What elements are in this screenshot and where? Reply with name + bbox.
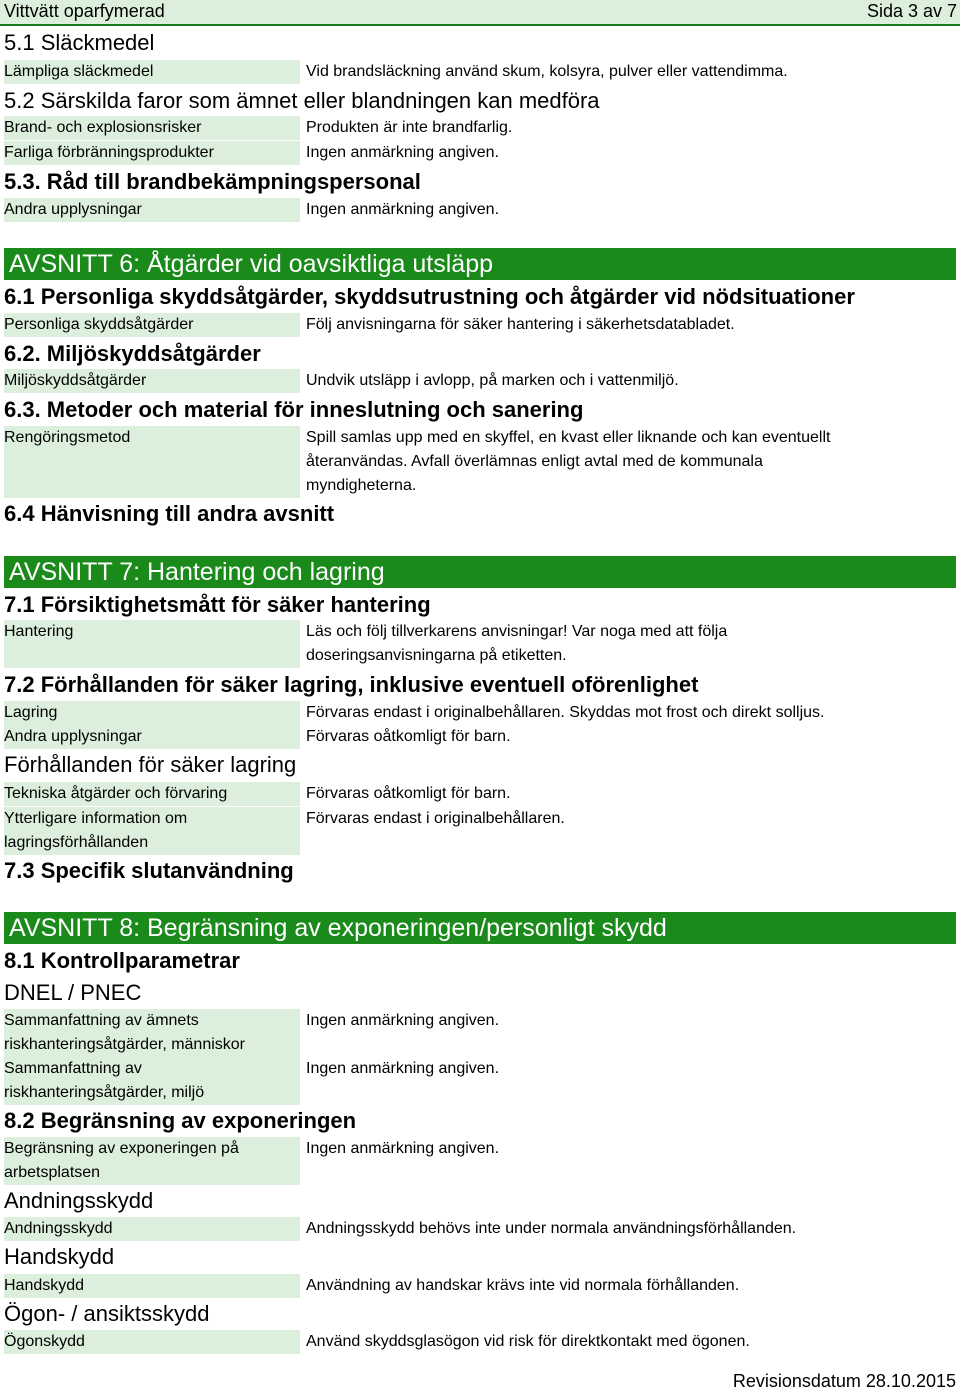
section-heading-7-1: 7.1 Försiktighetsmått för säker hantering (4, 592, 431, 617)
field-value: Vid brandsläckning använd skum, kolsyra, pulver eller vattendimma. (306, 63, 788, 80)
field-label: Sammanfattning av ämnets riskhanteringsåtgärder, människor (4, 1009, 300, 1057)
section-band-8 (4, 912, 956, 944)
section-heading-6-1: 6.1 Personliga skyddsåtgärder, skyddsutrustning och åtgärder vid nödsituationer (4, 284, 855, 309)
subheading-eye: Ögon- / ansiktsskydd (4, 1301, 210, 1326)
field-value: Följ anvisningarna för säker hantering i säkerhetsdatabladet. (306, 316, 735, 333)
document-title: Vittvätt oparfymerad (4, 1, 165, 21)
field-label: Tekniska åtgärder och förvaring (4, 782, 300, 806)
field-value: Användning av handskar krävs inte vid normala förhållanden. (306, 1277, 740, 1294)
field-label: Ögonskydd (4, 1330, 300, 1354)
field-value: Ingen anmärkning angiven. (306, 1012, 500, 1029)
field-label: Rengöringsmetod (4, 426, 300, 498)
section-heading-6-2: 6.2. Miljöskyddsåtgärder (4, 341, 261, 366)
section-heading-7-2: 7.2 Förhållanden för säker lagring, inklusive eventuell oförenlighet (4, 672, 699, 697)
field-label: Handskydd (4, 1274, 300, 1298)
section-heading-8-1: 8.1 Kontrollparametrar (4, 948, 240, 973)
field-label: Brand- och explosionsrisker (4, 116, 300, 140)
section-heading-5-2: 5.2 Särskilda faror som ämnet eller blandningen kan medföra (4, 88, 600, 113)
field-value: Förvaras oåtkomligt för barn. (306, 728, 511, 745)
field-label: Farliga förbränningsprodukter (4, 141, 300, 165)
field-value: Använd skyddsglasögon vid risk för direktkontakt med ögonen. (306, 1333, 750, 1350)
field-value-line: återanvändas. Avfall överlämnas enligt avtal med de kommunala (306, 453, 763, 470)
subheading-hand: Handskydd (4, 1244, 115, 1269)
field-value: Ingen anmärkning angiven. (306, 201, 500, 218)
section-heading-8-2: 8.2 Begränsning av exponeringen (4, 1108, 357, 1133)
section-band-6 (4, 248, 956, 280)
section-band-title: AVSNITT 7: Hantering och lagring (9, 558, 385, 586)
field-value: Förvaras oåtkomligt för barn. (306, 785, 511, 802)
section-band-title: AVSNITT 6: Åtgärder vid oavsiktliga utsläpp (9, 250, 494, 278)
field-label: Personliga skyddsåtgärder (4, 313, 300, 337)
field-value: Förvaras endast i originalbehållaren. Skyddas mot frost och direkt solljus. (306, 704, 825, 721)
field-label: Andra upplysningar (4, 725, 300, 749)
field-label: Ytterligare information om lagringsförhållanden (4, 807, 300, 855)
field-value-line: myndigheterna. (306, 477, 417, 494)
subheading-storage: Förhållanden för säker lagring (4, 752, 297, 777)
field-label: Andra upplysningar (4, 198, 300, 222)
field-value: Produkten är inte brandfarlig. (306, 119, 513, 136)
field-value: Ingen anmärkning angiven. (306, 1140, 500, 1157)
section-heading-5-3: 5.3. Råd till brandbekämpningspersonal (4, 169, 421, 194)
field-value-line: Spill samlas upp med en skyffel, en kvast eller liknande och kan eventuellt (306, 429, 831, 446)
field-label: Lämpliga släckmedel (4, 60, 300, 84)
subheading-respiratory: Andningsskydd (4, 1188, 154, 1213)
section-band-7 (4, 556, 956, 588)
subheading-dnel-pnec: DNEL / PNEC (4, 980, 142, 1005)
field-value-line: doseringsanvisningarna på etiketten. (306, 647, 567, 664)
page-header (0, 0, 960, 26)
section-heading-7-3: 7.3 Specifik slutanvändning (4, 858, 294, 883)
field-label: Andningsskydd (4, 1217, 300, 1241)
field-label: Sammanfattning av riskhanteringsåtgärder, miljö (4, 1057, 300, 1105)
section-heading-5-1: 5.1 Släckmedel (4, 30, 155, 55)
section-band-title: AVSNITT 8: Begränsning av exponeringen/personligt skydd (9, 914, 667, 942)
field-value: Ingen anmärkning angiven. (306, 1060, 500, 1077)
field-label: Hantering (4, 620, 300, 668)
page-number: Sida 3 av 7 (866, 1, 957, 21)
section-heading-6-4: 6.4 Hänvisning till andra avsnitt (4, 501, 335, 526)
field-value-line: Läs och följ tillverkarens anvisningar! Var noga med att följa (306, 623, 728, 640)
field-label: Miljöskyddsåtgärder (4, 369, 300, 393)
field-value: Undvik utsläpp i avlopp, på marken och i vattenmiljö. (306, 372, 679, 389)
revision-date: Revisionsdatum 28.10.2015 (732, 1371, 956, 1391)
section-heading-6-3: 6.3. Metoder och material för inneslutning och sanering (4, 397, 584, 422)
field-value: Andningsskydd behövs inte under normala användningsförhållanden. (306, 1220, 797, 1237)
field-value: Förvaras endast i originalbehållaren. (306, 810, 565, 827)
field-label: Lagring (4, 701, 300, 725)
field-value: Ingen anmärkning angiven. (306, 144, 500, 161)
field-label: Begränsning av exponeringen på arbetsplatsen (4, 1137, 300, 1185)
